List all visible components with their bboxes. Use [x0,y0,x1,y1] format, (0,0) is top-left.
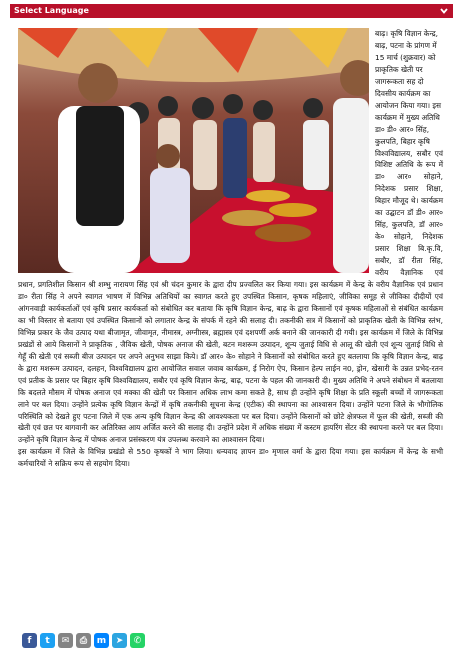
messenger-icon[interactable] [94,633,109,648]
email-share-label: ✉ [61,635,70,646]
language-selector-label: Select Language [14,6,89,15]
telegram-share-label: ➤ [115,635,124,646]
print-share-label: ⎙ [79,635,88,646]
messenger-share-label: m [96,635,107,646]
chevron-down-icon [439,4,449,18]
facebook-icon[interactable] [22,633,37,648]
share-buttons [22,633,145,648]
language-selector[interactable] [10,4,453,18]
article-body [18,28,443,470]
facebook-share-label: f [27,635,32,646]
print-icon[interactable] [76,633,91,648]
whatsapp-icon[interactable] [130,633,145,648]
telegram-icon[interactable] [112,633,127,648]
email-icon[interactable] [58,633,73,648]
whatsapp-share-label: ✆ [133,635,142,646]
article-paragraph: इस कार्यक्रम में जिले के विभिन्न प्रखंडो से 550 कृषकों ने भाग लिया। धन्यवाद ज्ञापन डा० मृणाल वर्मा के द्वारा दिया गया। इस कार्यक्रम में केन्द्र के सभी कर्मचारियों ने सक्रिय रूप से सहयोग दिया। [18,447,443,469]
twitter-share-label: t [45,635,50,646]
event-photo [18,28,369,273]
twitter-icon[interactable] [40,633,55,648]
article-paragraph: विश्वविद्यालय, सबौर एवं विशिष्ट अतिथि के रूप में डा० आर० सोहाने, निदेशक प्रसार शिक्षा, बिहार मौजूद थे। कार्यक्रम का उद्घाटन डॉ डी० आर० सिंह, कुलपति, डॉ आर० के० सोहाने, निदेशक प्रसार शिक्षा बि.कृ.वि, सबौर, डॉ रीता सिंह, वरीय वैज्ञानिक एवं प्रधान, प्रगतिशील किसान श्री शम्भु नारायण सिंह एवं श्री चंदन कुमार के द्वारा दीप प्रज्वलित कर किया गया। इस कार्यक्रम में केन्द्र के वरीय वैज्ञानिक एवं प्रधान डा० रीता सिंह ने अपने स्वागत भाषण में विभिन्न अतिथियों का स्वागत करते हुए उपस्थित किसान, कृषक महिलाएं, जीविका समूह से जीविका दीदीयों एवं आंगनवाड़ी कार्यकर्ताओं एवं कृषि प्रसार कार्यकर्ता को संबोधित कर बताया कि कृषि विज्ञान केन्द्र, बाढ़ के द्वारा किसानों एवं कृषक महिलाओं से संबंधित कार्यक्रम का भी विस्तार से बताया एवं उपस्थित किसानों को लगातार केन्द्र के संपर्क में रहने की सलाह दी। तकनीकी सत्र में किसानों को प्राकृतिक खेती के विभिन्न स्तंभ, विभिन्न प्रकार के जैव उत्पाद यथा बीजामृत, जीवामृत, नीमास्त्र, अग्नीास्त्र, ब्रह्मास्त्र एवं दशपर्णी अर्क बनाने की जानकारी दी गयी। इस कार्यक्रम में जिले के विभिन्न प्रखंडों से आये किसानों ने प्राकृतिक , जैविक खेती, पोषक अनाज की खेती, बटन मशरूम उत्पादन, शून्य जुताई विधि से आलू की खेती एवं शून्य जुताई विधि से गेहूँ की खेती एवं सब्जी बीज उत्पादन पर अपने अनुभव साझा किये। डॉ आर० के० सोहाने ने किसानों को संबोधित करते हुए बतलाया कि कृषि विज्ञान केन्द्र, बाढ़ के द्वारा मशरूम उत्पादन, दलहन, विश्वविद्यालय द्वारा आयोजित सवाल जवाब कार्यक्रम, ई निरोग ऐप, किसान हेल्प लाईन न0, ड्रोन, खेसारी के उन्नत प्रभेद-रतन एवं प्रतीक के प्रसार पर बिहार कृषि विश्वविद्यालय, सबौर एवं कृषि विज्ञान केन्द्र, बाढ़, पटना के पहल की जानकारी दी। मुख्य अतिथि ने अपने संबोधन में बतलाया कि बदलते मौसम में पोषक अनाज एवं मक्का की खेती पर किसान अधिक लाभ कमा सकते है, साथ ही उन्होंने कृषि शिक्षा के प्रति स्कूली बच्चों में जागरूकता लाने पर बल दिया। उन्होंने प्रत्येक कृषि विज्ञान केन्द्रों में कृषि तकनीकी सूचना केन्द्र (एटीक) की स्थापना का आश्वासन दिया। उन्होंने पटना जिले के भौगोलिक परिस्थिति को देखते हुए पटना जिले में एक अन्य कृषि विज्ञान केन्द्र की आवश्यकता पर बल दिया। उन्होंने किसानों को छोटे क्षेत्रफल में फूल की खेती, सब्जी की खेती एवं छत पर बागवानी कर अतिरिक्त आय अर्जित करने की सलाह दी। उन्होंने प्रदेश में अधिक संख्या में कस्टम हायरिंग सेंटर की स्थापना करने पर बल दिया। उन्होंने कृषि विज्ञान केन्द्र में पोषक अनाज प्रसंस्करण यंत्र उपलब्ध करवाने का आश्वासन दिया। [18,148,443,445]
article-lead: बाढ़। कृषि विज्ञान केन्द्र, बाढ़, पटना के प्रांगण में 15 मार्च (शुक्रवार) को प्राकृतिक खेती पर जागरूकता सह दो दिवसीय कार्यक्रम का आयोजन किया गया। इस कार्यक्रम में मुख्य अतिथि डा० डी० आर० सिंह, कुलपति, बिहार कृषि [375,29,441,146]
